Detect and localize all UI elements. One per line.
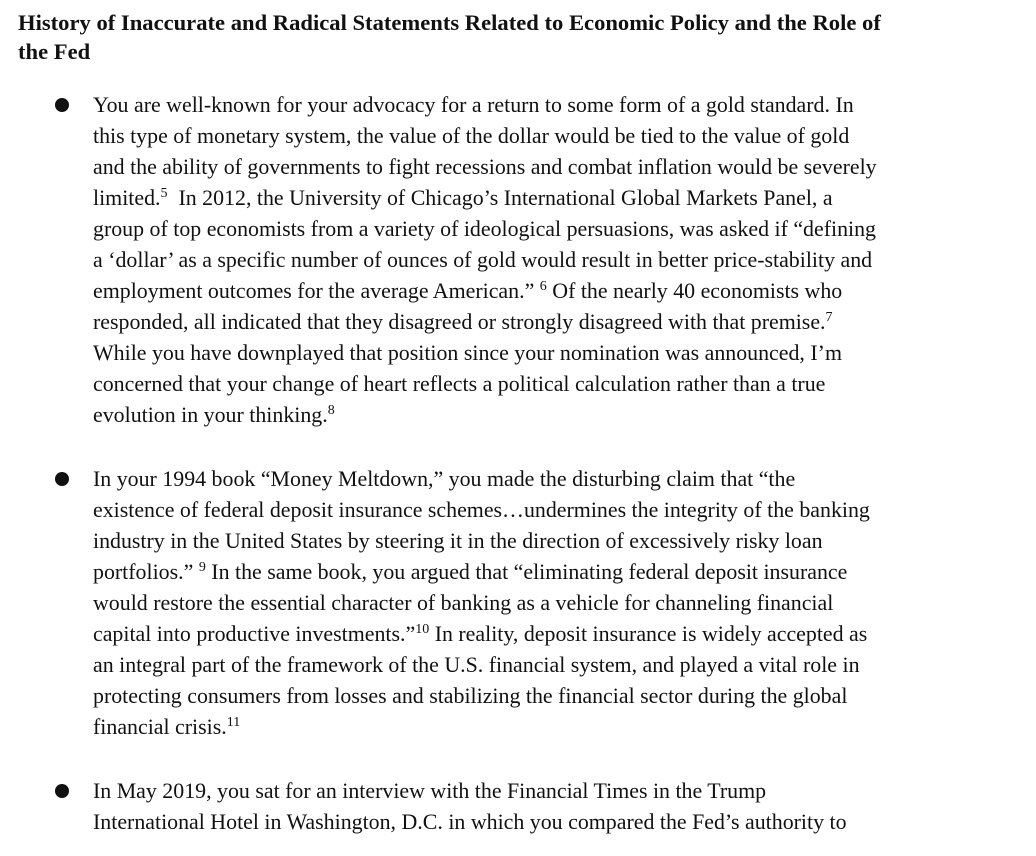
line-segment: In the same book, you argued that “eliminating federal deposit insurance [211,559,848,584]
paragraph-line [93,711,1008,742]
paragraph-line: this type of monetary system, the value of the dollar would be tied to the value of gold [93,123,850,148]
footnote-ref: 11 [226,715,241,730]
paragraph-line: and the ability of governments to fight recessions and combat inflation would be severely [93,154,877,179]
paragraph-line: industry in the United States by steering it in the direction of excessively risky loan [93,528,823,553]
bullet-dot-3 [55,784,69,798]
line-segment: capital into productive investments.” [93,621,416,646]
bullet-paragraph-1 [93,89,1008,430]
paragraph-line [93,306,1008,337]
bullet-dot-1 [55,98,69,112]
paragraph-line: International Hotel in Washington, D.C. in which you compared the Fed’s authority to [93,809,847,834]
bullet-paragraph-2 [93,463,1008,742]
paragraph-line: existence of federal deposit insurance schemes…undermines the integrity of the banking [93,497,870,522]
footnote-ref: 10 [415,622,430,637]
paragraph-line [93,618,1008,649]
paragraph-line: group of top economists from a variety of ideological persuasions, was asked if “defining [93,216,876,241]
line-segment: portfolios.” [93,559,194,584]
paragraph-line: an integral part of the framework of the U.S. financial system, and played a vital role in [93,652,860,677]
line-segment: Of the nearly 40 economists who [552,278,843,303]
paragraph-line [93,556,1008,587]
footnote-ref: 9 [198,560,206,575]
bullet-paragraph-3 [93,775,1008,837]
paragraph-line: protecting consumers from losses and stabilizing the financial sector during the global [93,683,848,708]
line-segment: responded, all indicated that they disagreed or strongly disagreed with that premise. [93,309,826,334]
line-segment: employment outcomes for the average American.” [93,278,535,303]
paragraph-line: would restore the essential character of banking as a vehicle for channeling financial [93,590,834,615]
paragraph-line: While you have downplayed that position since your nomination was announced, I’m [93,340,842,365]
paragraph-line [93,182,1008,213]
section-heading [18,8,1008,66]
paragraph-line: You are well-known for your advocacy for a return to some form of a gold standard. In [93,92,854,117]
paragraph-line: concerned that your change of heart reflects a political calculation rather than a true [93,371,826,396]
paragraph-line: In May 2019, you sat for an interview with the Financial Times in the Trump [93,778,767,803]
line-segment: In 2012, the University of Chicago’s International Global Markets Panel, a [178,185,833,210]
line-segment: limited. [93,185,161,210]
heading-line-1: History of Inaccurate and Radical Statements Related to Economic Policy and the Role of [18,10,881,35]
line-segment: In reality, deposit insurance is widely accepted as [434,621,868,646]
line-segment: evolution in your thinking. [93,402,328,427]
footnote-ref: 6 [539,279,547,294]
footnote-ref: 8 [327,403,335,418]
paragraph-line: In your 1994 book “Money Meltdown,” you made the disturbing claim that “the [93,466,796,491]
paragraph-line: a ‘dollar’ as a specific number of ounces of gold would result in better price-stability and [93,247,873,272]
paragraph-line [93,399,1008,430]
line-segment: financial crisis. [93,714,227,739]
footnote-ref: 7 [825,310,833,325]
bullet-dot-2 [55,472,69,486]
heading-line-2: the Fed [18,39,91,64]
paragraph-line [93,275,1008,306]
footnote-ref: 5 [160,186,168,201]
